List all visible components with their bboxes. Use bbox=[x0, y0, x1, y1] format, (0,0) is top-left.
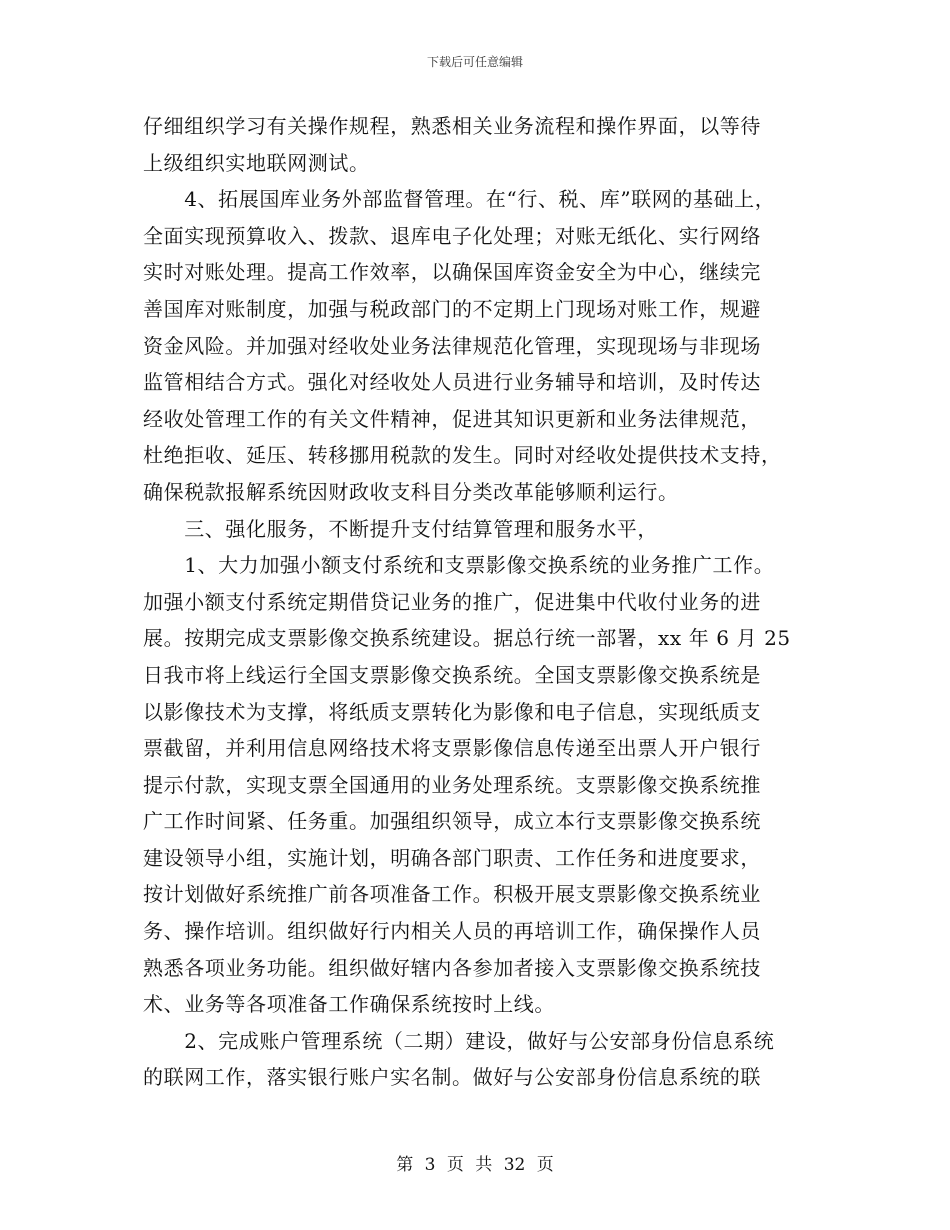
text-line-7: 资金风险。并加强对经收处业务法律规范化管理，实现现场与非现场 bbox=[143, 333, 761, 358]
page-number-footer: 第 3 页 共 32 页 bbox=[396, 1155, 554, 1175]
document-body bbox=[143, 108, 833, 1096]
text-line-6: 善国库对账制度，加强与税政部门的不定期上门现场对账工作，规避 bbox=[143, 296, 761, 321]
page-header: 下载后可任意编辑 bbox=[426, 55, 523, 69]
text-line-25: 术、业务等各项准备工作确保系统按时上线。 bbox=[143, 992, 555, 1017]
text-line-16: 日我市将上线运行全国支票影像交换系统。全国支票影像交换系统是 bbox=[143, 662, 761, 687]
text-line-1: 仔细组织学习有关操作规程，熟悉相关业务流程和操作界面，以等待 bbox=[143, 114, 761, 138]
text-line-2: 上级组织实地联网测试。 bbox=[143, 150, 370, 175]
text-line-8: 监管相结合方式。强化对经收处人员进行业务辅导和培训，及时传达 bbox=[143, 370, 761, 395]
text-line-27: 的联网工作，落实银行账户实名制。做好与公安部身份信息系统的联 bbox=[143, 1065, 761, 1090]
text-line-18: 票截留，并利用信息网络技术将支票影像信息传递至出票人开户银行 bbox=[143, 736, 761, 761]
text-line-11: 确保税款报解系统因财政收支科目分类改革能够顺利运行。 bbox=[143, 479, 679, 504]
section-heading-3: 三、强化服务，不断提升支付结算管理和服务水平， bbox=[143, 516, 658, 541]
text-line-3: 4、拓展国库业务外部监督管理。在“行、税、库”联网的基础上， bbox=[143, 187, 776, 212]
text-line-26: 2、完成账户管理系统（二期）建设，做好与公安部身份信息系统 bbox=[143, 1028, 775, 1053]
text-line-19: 提示付款，实现支票全国通用的业务处理系统。支票影像交换系统推 bbox=[143, 772, 761, 797]
text-line-24: 熟悉各项业务功能。组织做好辖内各参加者接入支票影像交换系统技 bbox=[143, 955, 761, 980]
text-line-13: 1、大力加强小额支付系统和支票影像交换系统的业务推广工作。 bbox=[143, 553, 775, 578]
text-line-22: 按计划做好系统推广前各项准备工作。积极开展支票影像交换系统业 bbox=[143, 882, 761, 907]
text-line-14: 加强小额支付系统定期借贷记业务的推广，促进集中代收付业务的进 bbox=[143, 589, 761, 614]
text-line-15: 展。按期完成支票影像交换系统建设。据总行统一部署，xx 年 6 月 25 bbox=[143, 626, 791, 651]
text-line-5: 实时对账处理。提高工作效率，以确保国库资金安全为中心，继续完 bbox=[143, 260, 761, 285]
text-line-9: 经收处管理工作的有关文件精神，促进其知识更新和业务法律规范， bbox=[143, 406, 761, 431]
text-line-21: 建设领导小组，实施计划，明确各部门职责、工作任务和进度要求， bbox=[143, 845, 761, 870]
text-line-4: 全面实现预算收入、拨款、退库电子化处理；对账无纸化、实行网络 bbox=[143, 223, 761, 248]
text-line-23: 务、操作培训。组织做好行内相关人员的再培训工作，确保操作人员 bbox=[143, 919, 761, 944]
text-line-17: 以影像技术为支撑，将纸质支票转化为影像和电子信息，实现纸质支 bbox=[143, 699, 761, 724]
text-line-10: 杜绝拒收、延压、转移挪用税款的发生。同时对经收处提供技术支持， bbox=[143, 443, 782, 468]
text-line-20: 广工作时间紧、任务重。加强组织领导，成立本行支票影像交换系统 bbox=[143, 809, 761, 834]
